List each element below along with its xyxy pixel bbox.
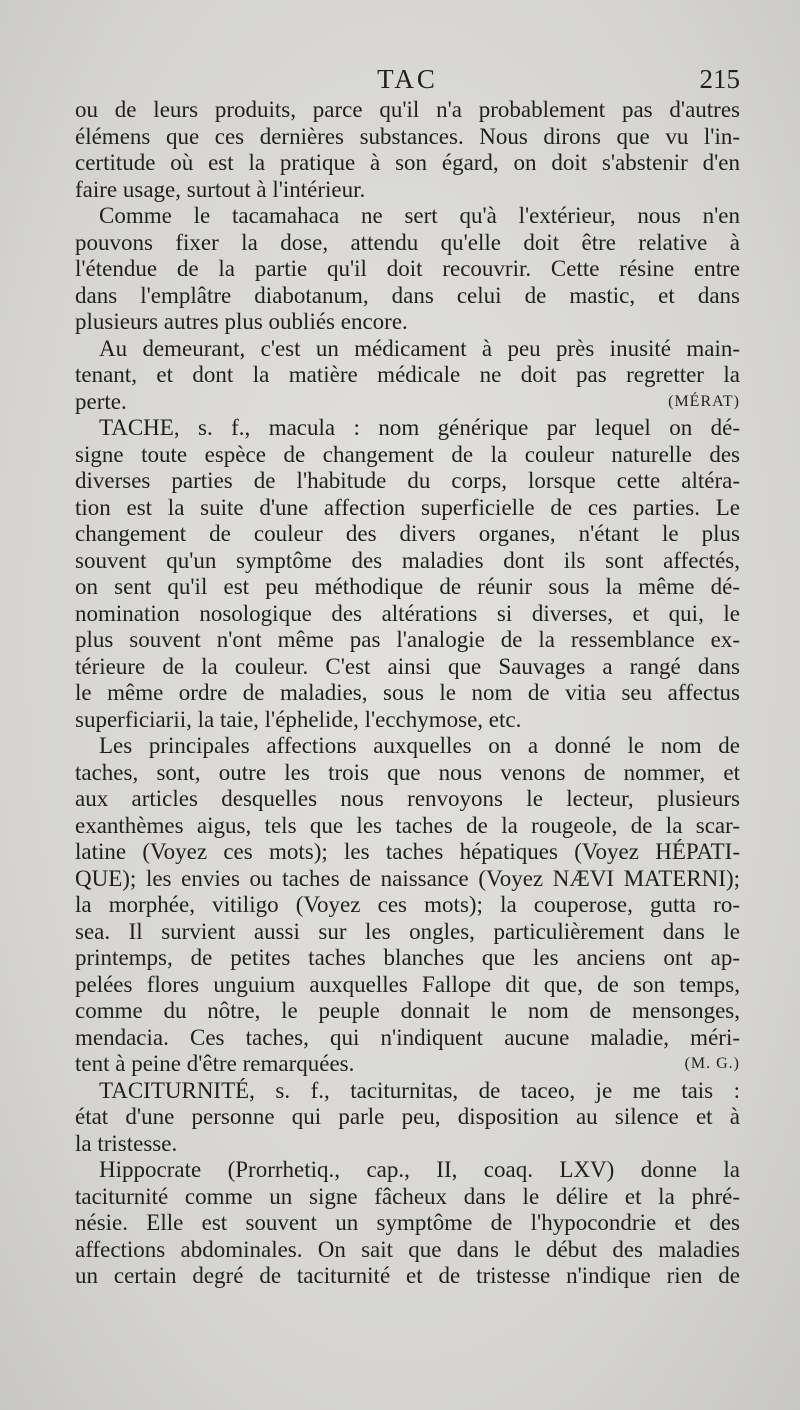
text-line: élémens que ces dernières substances. Nous dirons que vu l'in- (75, 123, 740, 149)
text-line: le même ordre de maladies, sous le nom de vitia seu affectus (75, 680, 740, 705)
running-head: TAC (377, 64, 438, 94)
text-line: ou de leurs produits, parce qu'il n'a probablement pas d'autres (75, 97, 740, 122)
body-text (75, 97, 740, 1290)
text-line: pouvons fixer la dose, attendu qu'elle doit être relative à (75, 229, 740, 255)
text-line: térieure de la couleur. C'est ainsi que Sauvages a rangé dans (75, 653, 740, 679)
text-line: on sent qu'il est peu méthodique de réunir sous la même dé- (75, 574, 740, 599)
page-header (75, 62, 740, 96)
text-line: mendacia. Ces taches, qui n'indiquent aucune maladie, méri- (75, 1024, 740, 1050)
text-line: taciturnité comme un signe fâcheux dans le délire et la phré- (75, 1183, 740, 1209)
text-line-with-signature (75, 389, 740, 416)
text-line: la morphée, vitiligo (Voyez ces mots); la couperose, gutta ro- (75, 892, 740, 917)
text-line: exanthèmes aigus, tels que les taches de la rougeole, de la scar- (75, 812, 740, 838)
text-line: certitude où est la pratique à son égard, on doit s'abstenir d'en (75, 150, 740, 175)
page-number: 215 (699, 64, 740, 94)
text-line-with-signature (75, 1051, 740, 1078)
text-line: affections abdominales. On sait que dans le début des maladies (75, 1236, 740, 1262)
entry-line: TACHE, s. f., macula : nom générique par lequel on dé- (99, 415, 740, 440)
text-line: souvent qu'un symptôme des maladies dont ils sont affectés, (75, 547, 740, 573)
text-line: printemps, de petites taches blanches que les anciens ont ap- (75, 945, 740, 970)
text-line: pelées flores unguium auxquelles Fallope dit que, de son temps, (75, 971, 740, 997)
text-line: un certain degré de taciturnité et de tristesse n'indique rien de (75, 1263, 740, 1288)
text-line: taches, sont, outre les trois que nous venons de nommer, et (75, 759, 740, 785)
author-signature: (MÉRAT) (668, 392, 740, 410)
text-line-content: tent à peine d'être remarquées. (75, 1051, 355, 1076)
text-line: la tristesse. (75, 1130, 178, 1156)
text-line: signe toute espèce de changement de la couleur naturelle des (75, 441, 740, 467)
text-line: Hippocrate (Prorrhetiq., cap., II, coaq. LXV) donne la (99, 1157, 740, 1182)
text-line: plus souvent n'ont même pas l'analogie de la ressemblance ex- (75, 627, 740, 652)
text-line: dans l'emplâtre diabotanum, dans celui de mastic, et dans (75, 282, 740, 308)
text-line: plusieurs autres plus oubliés encore. (75, 309, 408, 334)
text-line-content: perte. (75, 388, 127, 414)
text-line: Comme le tacamahaca ne sert qu'à l'extérieur, nous n'en (99, 203, 740, 228)
author-signature: (M. G.) (684, 1055, 740, 1072)
text-line: nomination nosologique des altérations si diverses, et qui, le (75, 600, 740, 626)
text-line: Au demeurant, c'est un médicament à peu près inusité main- (99, 335, 740, 361)
text-line: superficiarii, la taie, l'éphelide, l'ecchymose, etc. (75, 706, 522, 732)
text-line: sea. Il survient aussi sur les ongles, particulièrement dans le (75, 918, 740, 944)
text-line: latine (Voyez ces mots); les taches hépatiques (Voyez HÉPATI- (75, 839, 740, 864)
text-line: nésie. Elle est souvent un symptôme de l'hypocondrie et des (75, 1210, 740, 1235)
text-line: changement de couleur des divers organes, n'étant le plus (75, 521, 740, 546)
text-line: comme du nôtre, le peuple donnait le nom de mensonges, (75, 998, 740, 1023)
text-line: aux articles desquelles nous renvoyons le lecteur, plusieurs (75, 786, 740, 811)
text-line: état d'une personne qui parle peu, disposition au silence et à (75, 1104, 740, 1129)
text-line: Les principales affections auxquelles on a donné le nom de (99, 733, 740, 758)
text-line: l'étendue de la partie qu'il doit recouvrir. Cette résine entre (75, 256, 740, 281)
entry-line: TACITURNITÉ, s. f., taciturnitas, de taceo, je me tais : (99, 1077, 740, 1103)
text-line: tenant, et dont la matière médicale ne doit pas regretter la (75, 362, 740, 387)
text-line: diverses parties de l'habitude du corps, lorsque cette altéra- (75, 468, 740, 493)
text-line: faire usage, surtout à l'intérieur. (75, 176, 366, 202)
text-line: tion est la suite d'une affection superficielle de ces parties. Le (75, 494, 740, 520)
text-line: QUE); les envies ou taches de naissance (Voyez NÆVI MATERNI); (75, 865, 740, 891)
